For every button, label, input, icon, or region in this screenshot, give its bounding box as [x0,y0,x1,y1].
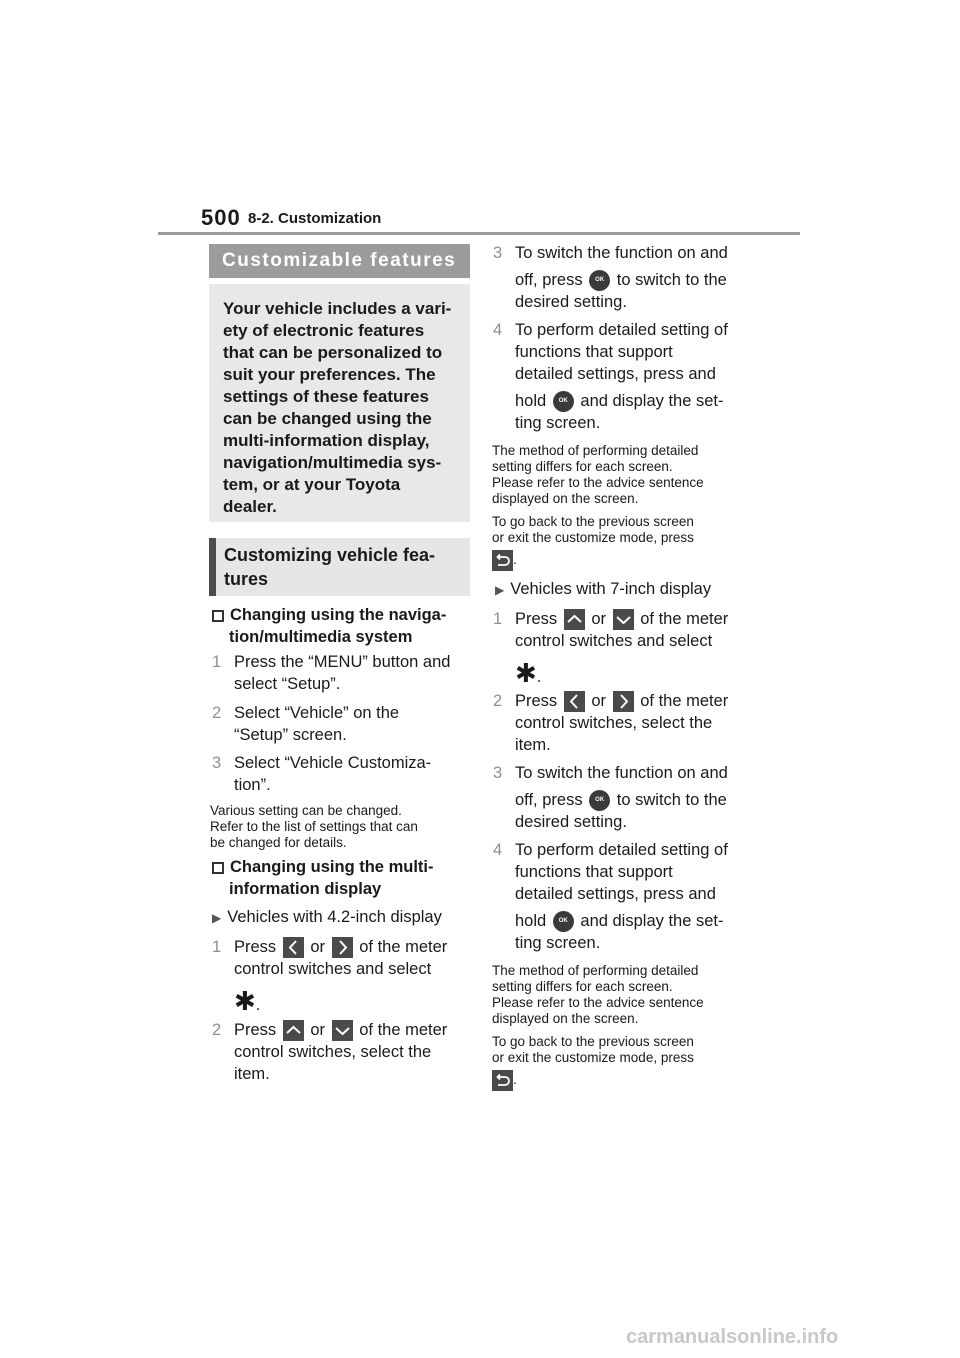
seven-step-4 [493,839,755,954]
step-text: control switches and select [515,632,713,651]
step-number: 3 [493,764,503,782]
step-text: . [536,668,542,687]
step-number: 1 [493,610,503,628]
step-text: . [513,552,517,568]
nav-step [212,752,472,796]
step-text: control switches, select the [234,1043,432,1062]
ok-button-icon: OK [589,790,610,811]
intro-line: Your vehicle includes a vari- [223,299,452,318]
step-text: Press [234,1021,277,1039]
mid-step-1 [212,936,474,1016]
step-text: or [591,692,607,710]
step-number: 4 [493,321,503,339]
note-line: Please refer to the advice sentence [492,475,704,490]
step-text: desired setting. [515,293,627,312]
subheading-line: Customizing vehicle fea- [224,545,436,565]
step-text: off, press [515,271,583,289]
step-text: ting screen. [515,414,601,433]
note-line: Various setting can be changed. [210,803,402,818]
step-text: of the meter [359,1021,448,1039]
step-number: 3 [493,244,503,262]
note-line: Refer to the list of settings that can [210,819,418,834]
variant-7inch [495,578,757,601]
note-line: or exit the customize mode, press [492,530,694,545]
step-number: 2 [212,1021,222,1039]
step-number: 3 [212,754,222,772]
note-line: displayed on the screen. [492,491,639,506]
gear-icon: ✱ [515,658,537,689]
note-line: setting differs for each screen. [492,459,673,474]
right-step-3 [493,242,755,313]
square-bullet-icon [212,610,224,622]
step-text: To switch the function on and [515,244,728,262]
right-note-1 [492,443,754,507]
chevron-right-icon [332,937,353,958]
note-line: displayed on the screen. [492,1011,639,1026]
banner-title: Customizable features [209,244,470,278]
chevron-up-icon [564,609,585,630]
step-text: or [591,610,607,628]
heading-text: Changing using the naviga- [230,606,447,624]
nav-step [212,651,472,695]
page-number: 500 [201,205,241,230]
back-arrow-icon [492,550,513,571]
step-text: hold [515,392,547,410]
heading-text: Changing using the multi- [230,858,434,876]
ok-button-icon: OK [553,911,574,932]
intro-line: that can be personalized to [223,343,443,362]
triangle-bullet-icon: ▶ [212,911,222,925]
header-rule [158,232,800,235]
chevron-down-icon [332,1020,353,1041]
heading-text: information display [229,880,382,898]
note-line: The method of performing detailed [492,963,699,978]
intro-line: multi-information display, [223,431,430,450]
note-line: Please refer to the advice sentence [492,995,704,1010]
step-text: To perform detailed setting of [515,321,728,339]
multi-section-title [212,856,472,900]
intro-line: can be changed using the [223,409,432,428]
step-text: and display the set- [580,912,724,930]
chevron-right-icon [613,691,634,712]
variant-text: Vehicles with 7-inch display [510,580,712,598]
step-text: off, press [515,791,583,809]
step-text: to switch to the [616,791,727,809]
seven-step-3 [493,762,755,833]
intro-line: navigation/multimedia sys- [223,453,442,472]
section-title: 8-2. Customization [248,210,382,227]
chevron-up-icon [283,1020,304,1041]
seven-step-2 [493,690,755,756]
step-text: Press [515,610,558,628]
seven-note-1 [492,963,754,1027]
step-text: control switches and select [234,960,432,979]
step-text: of the meter [359,938,448,956]
ok-button-icon: OK [553,391,574,412]
step-text: . [255,996,261,1015]
step-text: item. [234,1065,270,1084]
square-bullet-icon [212,862,224,874]
step-text: Select “Vehicle” on the [234,704,400,722]
note-line: setting differs for each screen. [492,979,673,994]
step-number: 1 [212,653,222,671]
right-note-2 [492,514,754,571]
nav-section-title [212,604,472,648]
variant-text: Vehicles with 4.2-inch display [227,908,442,926]
step-text: “Setup” screen. [234,726,347,744]
step-text: or [310,1021,326,1039]
note-line: To go back to the previous screen [492,1034,694,1049]
subheading-line: tures [224,569,269,589]
step-text: ting screen. [515,934,601,953]
step-text: item. [515,736,551,755]
intro-line: ety of electronic features [223,321,425,340]
intro-box [209,284,470,522]
step-number: 2 [493,692,503,710]
intro-line: settings of these features [223,387,429,406]
subheading [209,538,470,596]
step-text: . [513,1072,517,1088]
step-text: detailed settings, press and [515,885,716,903]
ok-button-icon: OK [589,270,610,291]
step-number: 4 [493,841,503,859]
step-text: Press [234,938,277,956]
step-text: functions that support [515,343,673,361]
intro-line: dealer. [223,497,277,516]
note-line: The method of performing detailed [492,443,699,458]
step-text: Press [515,692,558,710]
chevron-down-icon [613,609,634,630]
step-text: To perform detailed setting of [515,841,728,859]
step-text: Select “Vehicle Customiza- [234,754,432,772]
seven-step-1 [493,608,755,688]
step-text: or [310,938,326,956]
step-number: 2 [212,704,222,722]
note-line: be changed for details. [210,835,347,850]
nav-note [210,803,472,851]
gear-icon: ✱ [234,986,256,1017]
step-text: Press the “MENU” button and [234,653,451,671]
step-text: of the meter [640,692,729,710]
step-text: detailed settings, press and [515,365,716,383]
step-text: select “Setup”. [234,675,341,693]
step-text: control switches, select the [515,714,713,733]
step-text: hold [515,912,547,930]
note-line: To go back to the previous screen [492,514,694,529]
right-step-4 [493,319,755,434]
step-text: and display the set- [580,392,724,410]
nav-step [212,702,472,746]
variant-4inch [212,906,474,929]
step-number: 1 [212,938,222,956]
step-text: functions that support [515,863,673,881]
seven-note-2 [492,1034,754,1091]
step-text: of the meter [640,610,729,628]
step-text: To switch the function on and [515,764,728,782]
chevron-left-icon [564,691,585,712]
watermark: carmanualsonline.info [626,1326,839,1348]
heading-text: tion/multimedia system [229,628,413,646]
back-arrow-icon [492,1070,513,1091]
step-text: to switch to the [616,271,727,289]
intro-line: tem, or at your Toyota [223,475,401,494]
mid-step-2 [212,1019,474,1085]
note-line: or exit the customize mode, press [492,1050,694,1065]
step-text: tion”. [234,776,271,794]
triangle-bullet-icon: ▶ [495,583,505,597]
step-text: desired setting. [515,813,627,832]
chevron-left-icon [283,937,304,958]
intro-line: suit your preferences. The [223,365,436,384]
